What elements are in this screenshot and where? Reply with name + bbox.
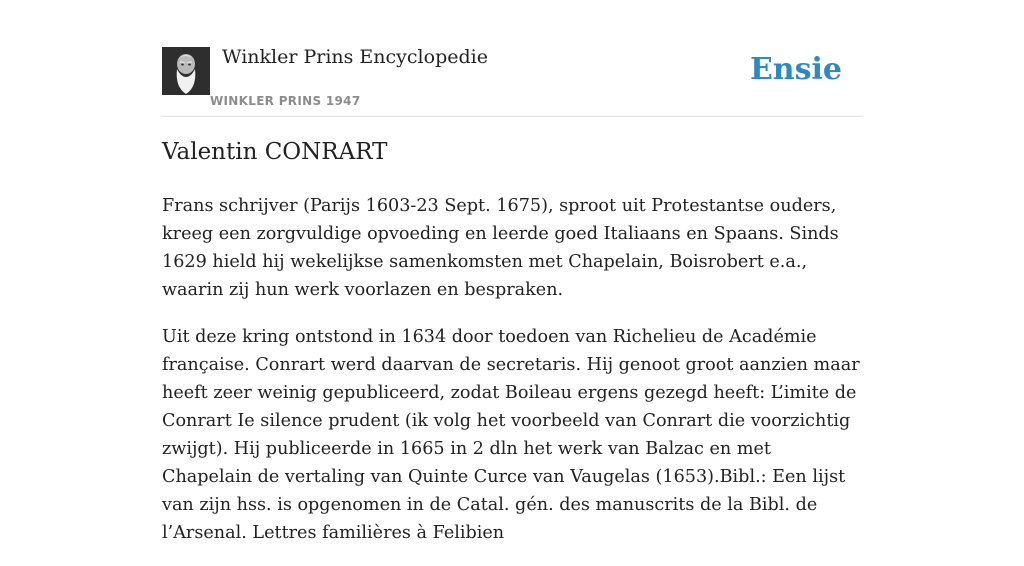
site-header [162, 46, 862, 117]
site-name[interactable]: Winkler Prins Encyclopedie [222, 46, 488, 68]
article-paragraph: Uit deze kring ontstond in 1634 door toedoen van Richelieu de Académie française. Conrart werd daarvan de secretaris. Hij genoot groot aanzien maar heeft zeer weinig gepubliceerd, zodat Boileau ergens gezegd heeft: L’imite de Conrart Ie silence prudent (ik volg het voorbeeld van Conrart die voorzichtig zwijgt). Hij publiceerde in 1665 in 2 dln het werk van Balzac en met Chapelain de vertaling van Quinte Curce van Vaugelas (1653).Bibl.: Een lijst van zijn hss. is opgenomen in de Catal. gén. des manuscrits de la Bibl. de l’Arsenal. Lettres familières à Felibien [162, 327, 860, 543]
bearded-man-portrait-icon [162, 47, 210, 95]
article-paragraph: Frans schrijver (Parijs 1603-23 Sept. 1675), sproot uit Protestantse ouders, kreeg een zorgvuldige opvoeding en leerde goed Italiaans en Spaans. Sinds 1629 hield hij wekelijkse samenkomsten met Chapelain, Boisrobert e.a., waarin zij hun werk voorlazen en bespraken. [162, 196, 839, 300]
edition-label[interactable]: WINKLER PRINS 1947 [210, 94, 361, 108]
article-body [162, 192, 862, 566]
brand-logo-link[interactable]: Ensie [749, 52, 842, 87]
article-title: Valentin CONRART [162, 139, 388, 165]
